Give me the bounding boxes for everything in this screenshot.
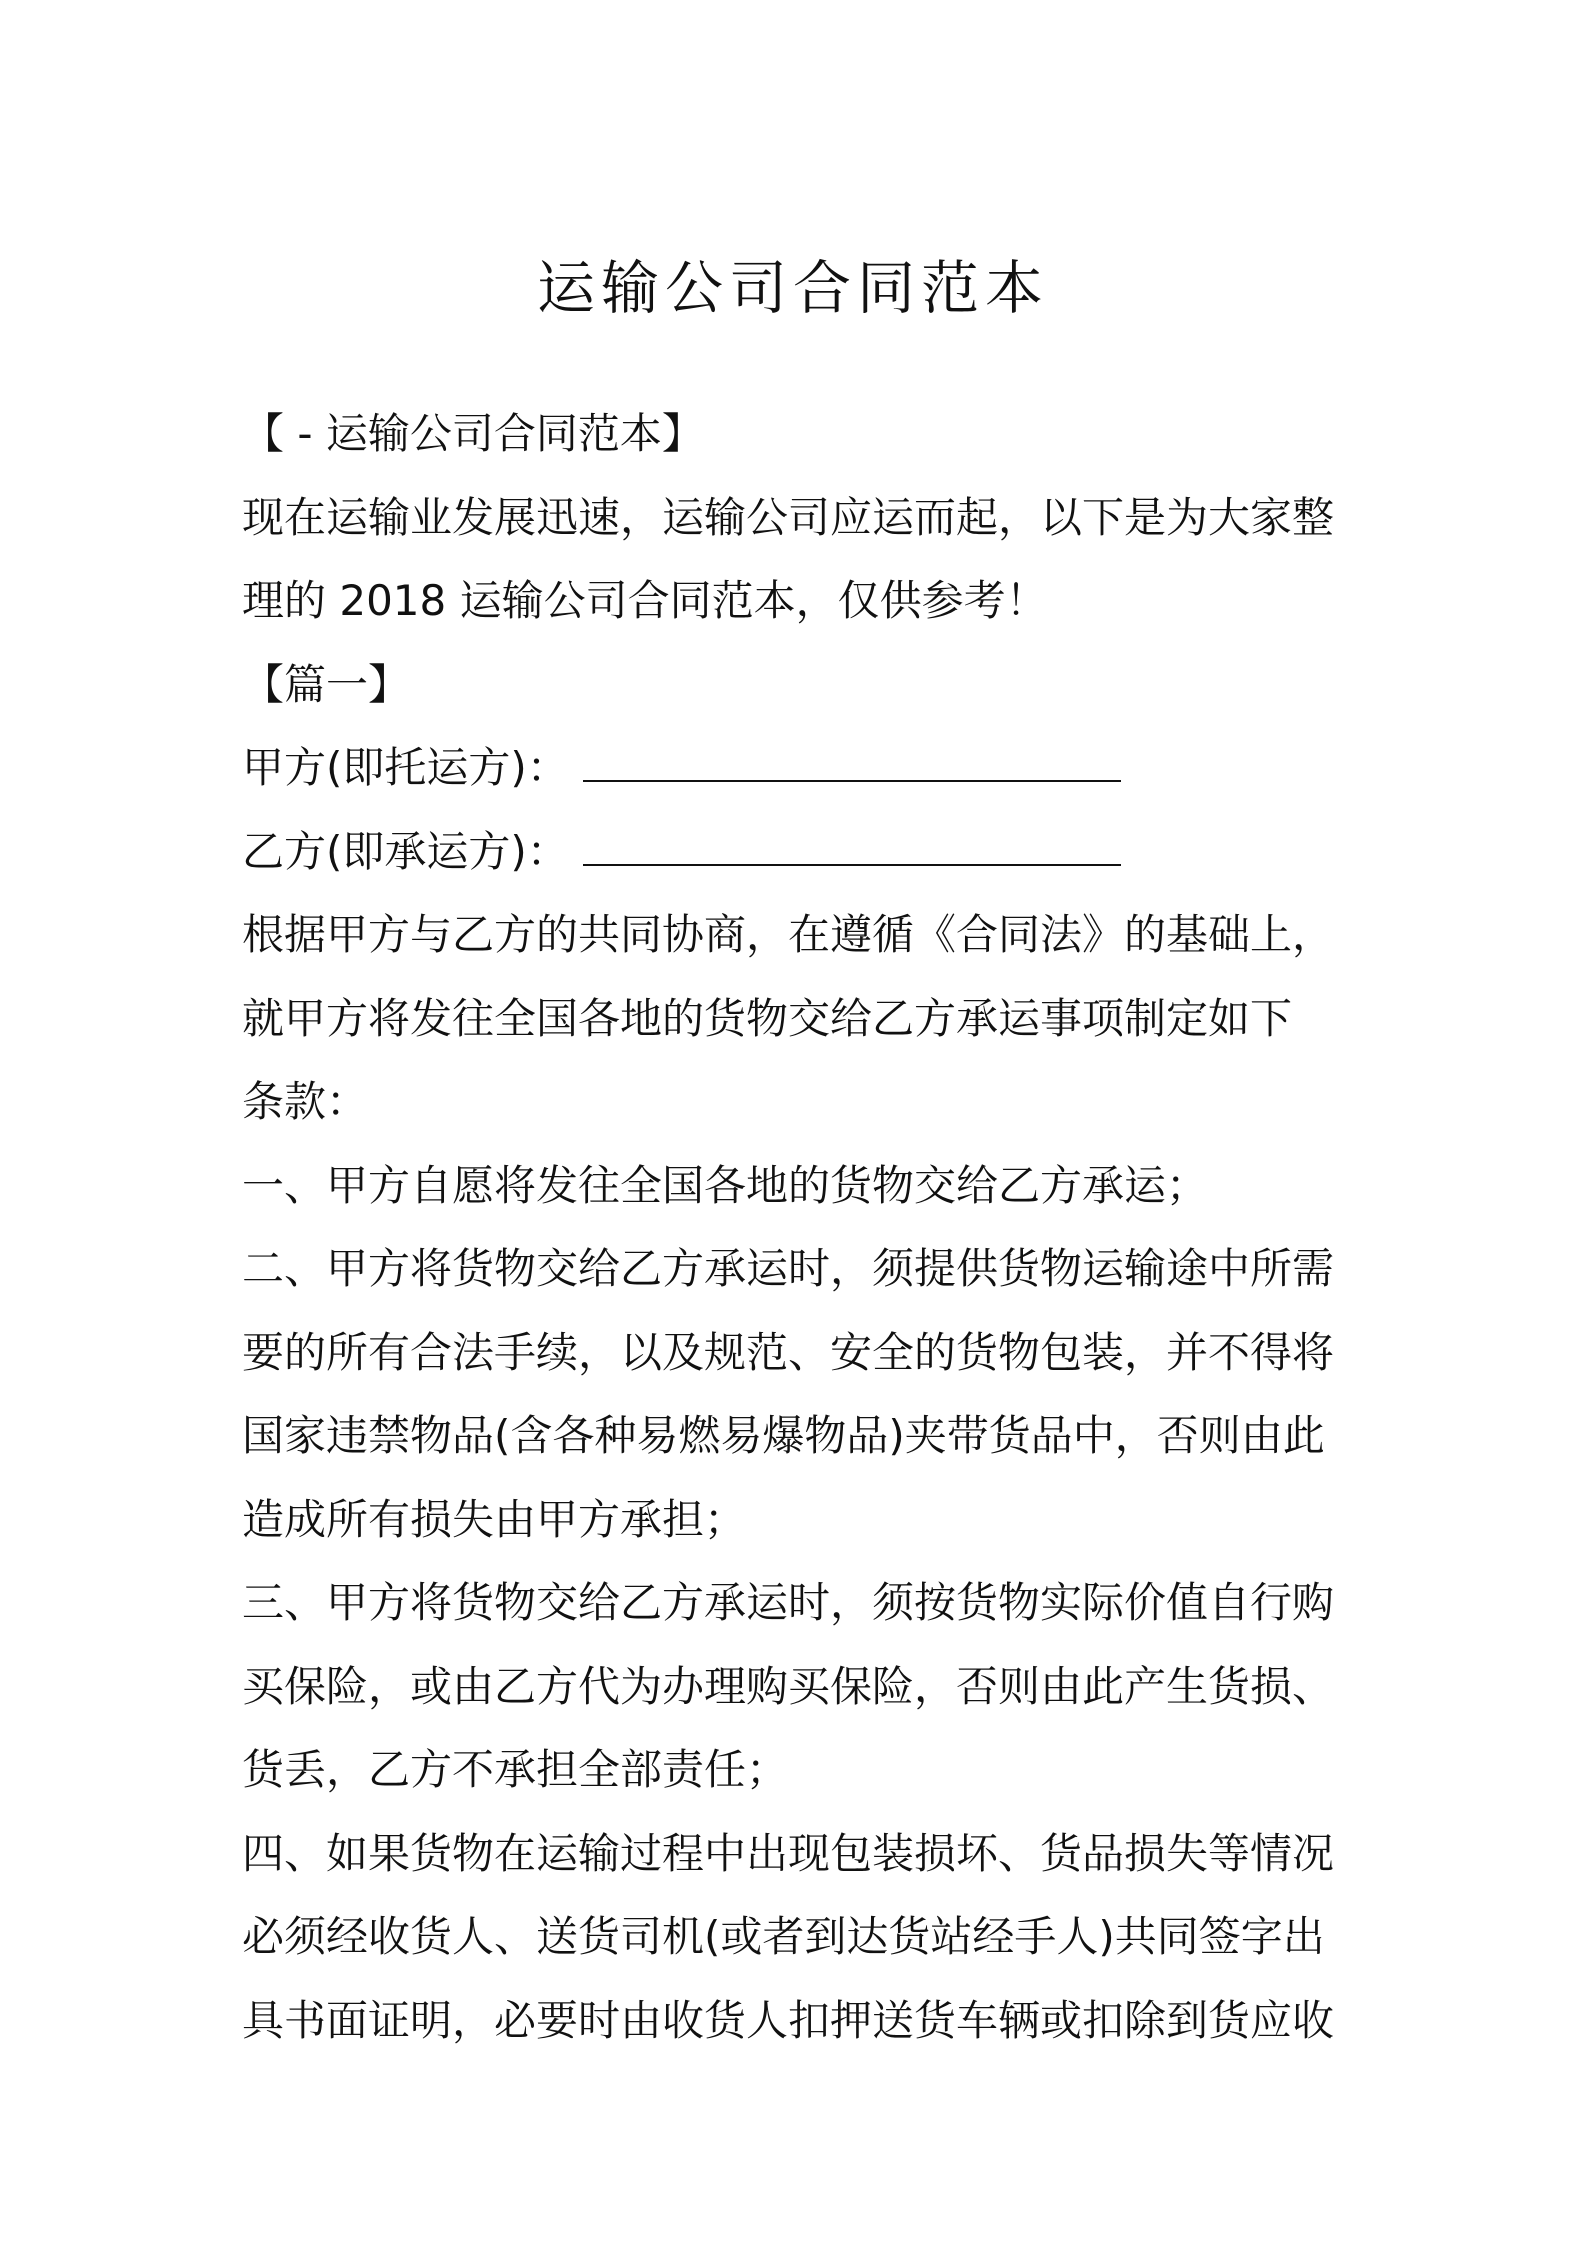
clause-4-line: 必须经收货人、送货司机(或者到达货站经手人)共同签字出 (242, 1912, 1325, 1961)
party-a-label: 甲方(即托运方)： (242, 743, 569, 792)
paragraph-line: 根据甲方与乙方的共同协商，在遵循《合同法》的基础上， (242, 910, 1335, 959)
clause-2-line: 国家违禁物品(含各种易燃易爆物品)夹带货品中，否则由此 (242, 1411, 1325, 1460)
document-body (242, 392, 1362, 2062)
part-heading: 【篇一】 (242, 659, 411, 709)
clause-3-line: 货丢，乙方不承担全部责任； (242, 1745, 789, 1794)
party-a-row (242, 726, 1362, 810)
party-a-blank (583, 734, 1121, 782)
paragraph-line: 就甲方将发往全国各地的货物交给乙方承运事项制定如下 (242, 993, 1293, 1043)
document-title: 运输公司合同范本 (536, 254, 1049, 322)
intro-line-1: 现在运输业发展迅速，运输公司应运而起，以下是为大家整 (242, 492, 1335, 542)
intro-line-2: 理的 2018 运输公司合同范本，仅供参考！ (242, 576, 1048, 625)
party-b-blank (583, 818, 1121, 866)
clause-3-line: 三、甲方将货物交给乙方承运时，须按货物实际价值自行购 (242, 1578, 1335, 1627)
clause-4-line: 具书面证明，必要时由收货人扣押送货车辆或扣除到货应收 (242, 1995, 1335, 2045)
party-b-row (242, 810, 1362, 894)
clause-4-line: 四、如果货物在运输过程中出现包装损坏、货品损失等情况 (242, 1828, 1335, 1878)
clause-2-line: 要的所有合法手续，以及规范、安全的货物包装，并不得将 (242, 1327, 1335, 1377)
section-heading: 【 - 运输公司合同范本】 (242, 409, 704, 458)
clause-1-line: 一、甲方自愿将发往全国各地的货物交给乙方承运； (242, 1160, 1209, 1210)
clause-3-line: 买保险，或由乙方代为办理购买保险，否则由此产生货损、 (242, 1661, 1335, 1711)
clause-2-line: 造成所有损失由甲方承担； (242, 1494, 747, 1544)
paragraph-line: 条款： (242, 1077, 369, 1126)
party-b-label: 乙方(即承运方)： (242, 826, 569, 876)
clause-2-line: 二、甲方将货物交给乙方承运时，须提供货物运输途中所需 (242, 1244, 1335, 1293)
